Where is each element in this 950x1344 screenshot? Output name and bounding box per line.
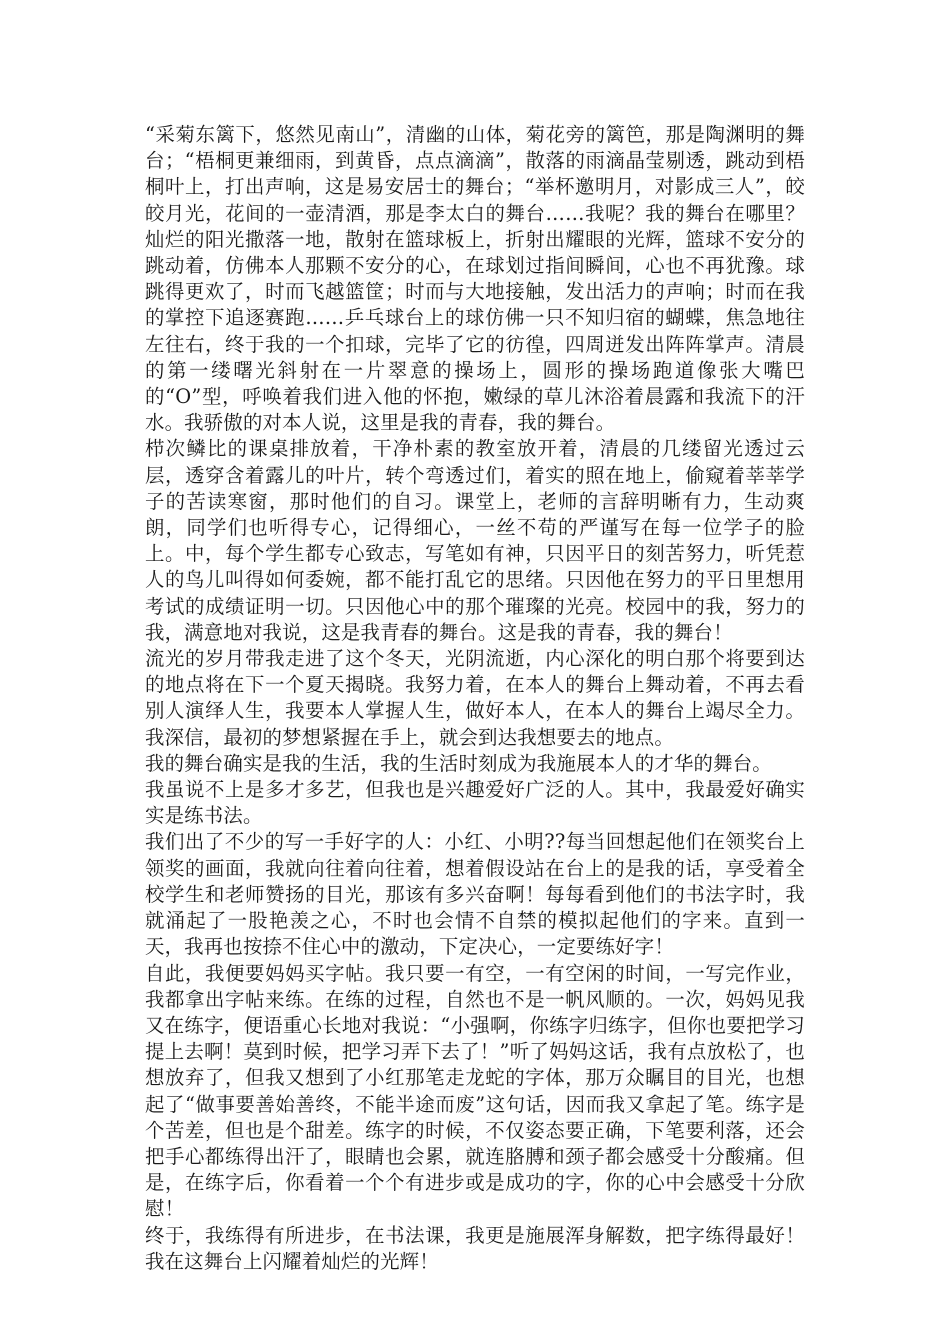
paragraph-1: “采菊东篱下，悠然见南山”，清幽的山体，菊花旁的篱笆，那是陶渊明的舞台；“梧桐更兼细雨，到黄昏，点点滴滴”，散落的雨滴晶莹剔透，跳动到梧桐叶上，打出声响，这是易安居士的舞台；“举杯邀明月，对影成三人”，皎皎月光，花间的一壶清酒，那是李太白的舞台……我呢？我的舞台在哪里？灿烂的阳光撒落一地，散射在篮球板上，折射出耀眼的光辉，篮球不安分的跳动着，仿佛本人那颗不安分的心，在球划过指间瞬间，心也不再犹豫。球跳得更欢了，时而飞越篮筐；时而与大地接触，发出活力的声响；时而在我的掌控下追逐赛跑……乒乓球台上的球仿佛一只不知归宿的蝴蝶，焦急地往左往右，终于我的一个扣球，完毕了它的彷徨，四周迸发出阵阵掌声。清晨的第一缕曙光斜射在一片翠意的操场上，圆形的操场跑道像张大嘴巴的“O”型，呼唤着我们进入他的怀抱，嫩绿的草儿沐浴着晨露和我流下的汗水。我骄傲的对本人说，这里是我的青春，我的舞台。 bbox=[145, 123, 805, 435]
paragraph-4: 我的舞台确实是我的生活，我的生活时刻成为我施展本人的才华的舞台。 bbox=[145, 751, 772, 775]
paragraph-3: 流光的岁月带我走进了这个冬天，光阴流逝，内心深化的明白那个将要到达的地点将在下一个夏天揭晓。我努力着，在本人的舞台上舞动着，不再去看别人演绎人生，我要本人掌握人生，做好本人，在本人的舞台上竭尽全力。我深信，最初的梦想紧握在手上，就会到达我想要去的地点。 bbox=[145, 647, 805, 749]
paragraph-8: 终于，我练得有所进步，在书法课，我更是施展浑身解数，把字练得最好！我在这舞台上闪耀着灿烂的光辉！ bbox=[145, 1223, 805, 1273]
paragraph-2: 栉次鳞比的课桌排放着，干净朴素的教室放开着，清晨的几缕留光透过云层，透穿含着露儿的叶片，转个弯透过们，着实的照在地上，偷窥着莘莘学子的苦读寒窗，那时他们的自习。课堂上，老师的言辞明晰有力，生动爽朗，同学们也听得专心，记得细心，一丝不苟的严谨写在每一位学子的脸上。中，每个学生都专心致志，写笔如有神，只因平日的刻苦努力，听凭惹人的鸟儿叫得如何委婉，都不能打乱它的思绪。只因他在努力的平日里想用考试的成绩证明一切。只因他心中的那个璀璨的光亮。校园中的我，努力的我，满意地对我说，这是我青春的舞台。这是我的青春，我的舞台！ bbox=[145, 437, 805, 644]
paragraph-7: 自此，我便要妈妈买字帖。我只要一有空，一有空闲的时间，一写完作业，我都拿出字帖来练。在练的过程，自然也不是一帆风顺的。一次，妈妈见我又在练字，便语重心长地对我说：“小强啊，你练字归练字，但你也要把学习提上去啊！莫到时候，把学习弄下去了！”听了妈妈这话，我有点放松了，也想放弃了，但我又想到了小红那笔走龙蛇的字体，那万众瞩目的目光，也想起了“做事要善始善终，不能半途而废”这句话，因而我又拿起了笔。练字是个苦差，但也是个甜差。练字的时候，不仅姿态要正确，下笔要利落，还会把手心都练得出汗了，眼睛也会累，就连胳膊和颈子都会感受十分酸痛。但是，在练字后，你看着一个个有进步或是成功的字，你的心中会感受十分欣慰！ bbox=[145, 961, 805, 1221]
document-body bbox=[145, 122, 805, 1275]
paragraph-6: 我们出了不少的写一手好字的人：小红、小明??每当回想起他们在领奖台上领奖的画面，我就向往着向往着，想着假设站在台上的是我的话，享受着全校学生和老师赞扬的目光，那该有多兴奋啊！每每看到他们的书法字时，我就涌起了一股艳羡之心，不时也会情不自禁的模拟起他们的字来。直到一天，我再也按捺不住心中的激动，下定决心，一定要练好字！ bbox=[145, 830, 805, 959]
paragraph-5: 我虽说不上是多才多艺，但我也是兴趣爱好广泛的人。其中，我最爱好确实实是练书法。 bbox=[145, 778, 805, 828]
